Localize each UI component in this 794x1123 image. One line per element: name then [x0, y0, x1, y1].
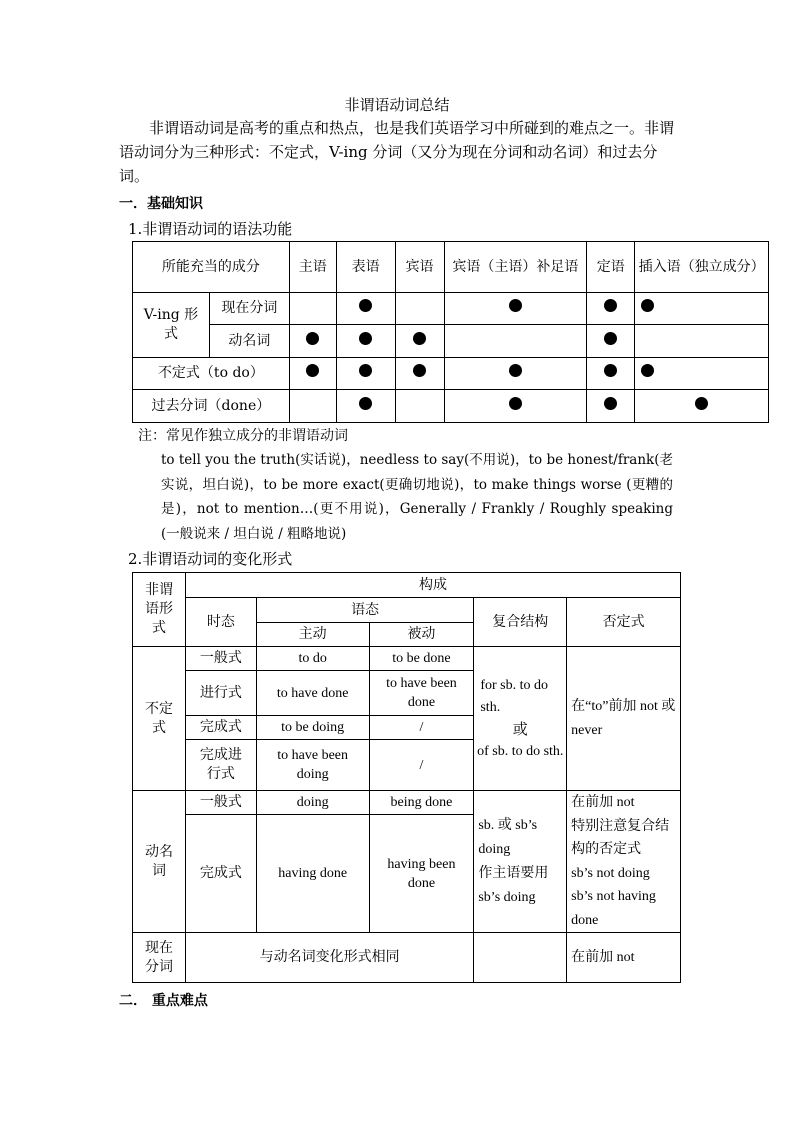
filled-circle-icon: [359, 332, 372, 345]
t1-cell: [635, 358, 769, 390]
t2-present-participle-label: 现在分词: [133, 933, 186, 983]
t1-cell: [587, 293, 635, 325]
t2-active: to have done: [256, 671, 369, 716]
filled-circle-icon: [641, 299, 654, 312]
t2-header-compound: 复合结构: [474, 598, 567, 647]
filled-circle-icon: [413, 332, 426, 345]
t1-header-parenthesis: 插入语（独立成分）: [635, 242, 769, 293]
section-1-heading: 一．基础知识: [119, 196, 203, 212]
t2-tense: 完成进行式: [185, 740, 256, 791]
t2-ger-negative-line: sb’s not having done: [571, 889, 656, 928]
filled-circle-icon: [604, 364, 617, 377]
t2-passive: being done: [369, 791, 474, 815]
t1-cell: [587, 358, 635, 390]
t1-cell: [395, 325, 444, 358]
t1-header-attribute: 定语: [587, 242, 635, 293]
t1-cell: [336, 293, 395, 325]
t2-ger-compound-line: sb’s doing: [478, 889, 536, 905]
t1-cell: [289, 358, 336, 390]
filled-circle-icon: [604, 299, 617, 312]
t2-header-voice: 语态: [256, 598, 474, 623]
t1-header-subject: 主语: [289, 242, 336, 293]
grammar-function-table: [132, 241, 769, 423]
t1-cell: [587, 390, 635, 423]
t2-pp-compound: [474, 933, 567, 983]
t2-active: having done: [256, 815, 369, 933]
filled-circle-icon: [306, 332, 319, 345]
t2-pp-negative: 在前加 not: [567, 933, 681, 983]
t2-active: doing: [256, 791, 369, 815]
filled-circle-icon: [359, 364, 372, 377]
t2-passive: /: [369, 740, 474, 791]
note-body: to tell you the truth(实话说)，needless to say(不用说)，to be honest/frank(老实说，坦白说)，to be more exact(更确切地说)，to make things worse (更糟的是)，not to mention…(更不用说)，Generally / Frankly / Roughly speaking (一般说来 / 坦白说 / 粗略地说): [161, 452, 673, 542]
forms-table: [132, 572, 681, 983]
t1-cell: [444, 358, 587, 390]
filled-circle-icon: [604, 397, 617, 410]
filled-circle-icon: [306, 364, 319, 377]
t2-header-tense: 时态: [185, 598, 256, 647]
section-2-heading: 二． 重点难点: [119, 993, 208, 1009]
t1-cell: [635, 293, 769, 325]
filled-circle-icon: [359, 299, 372, 312]
t2-gerund-label: 动名词: [133, 791, 186, 933]
t2-infinitive-label: 不定式: [133, 647, 186, 791]
t2-pp-text: 与动名词变化形式相同: [185, 933, 473, 983]
t2-tense: 一般式: [185, 647, 256, 671]
t1-row-gerund: [133, 325, 769, 358]
t2-tense: 完成式: [185, 716, 256, 740]
t1-header-role: 所能充当的成分: [133, 242, 290, 293]
t2-header-negative: 否定式: [567, 598, 681, 647]
t1-cell: [336, 390, 395, 423]
t1-row-label: 现在分词: [209, 293, 289, 325]
filled-circle-icon: [509, 397, 522, 410]
intro-paragraph: 非谓语动词是高考的重点和热点，也是我们英语学习中所碰到的难点之一。非谓语动词分为三种形式：不定式，V-ing 分词（又分为现在分词和动名词）和过去分词。: [119, 119, 675, 185]
t2-passive: to have been done: [369, 671, 474, 716]
t2-inf-negative: 在“to”前加 not 或 never: [567, 647, 681, 791]
t1-cell: [395, 390, 444, 423]
t2-header-active: 主动: [256, 623, 369, 647]
t2-ger-compound: [474, 791, 567, 933]
t1-header-complement: 宾语（主语）补足语: [444, 242, 587, 293]
t2-active: to be doing: [256, 716, 369, 740]
t1-cell: [635, 325, 769, 358]
t2-ger-compound-line: sb. 或 sb’s doing: [478, 817, 538, 857]
filled-circle-icon: [641, 364, 654, 377]
t1-row-present-participle: [133, 293, 769, 325]
t1-row-label: 不定式（to do）: [133, 358, 290, 390]
subsection-2-heading: 2.非谓语动词的变化形式: [128, 550, 293, 568]
filled-circle-icon: [604, 332, 617, 345]
t1-header-object: 宾语: [395, 242, 444, 293]
t2-tense: 进行式: [185, 671, 256, 716]
filled-circle-icon: [413, 364, 426, 377]
t1-cell: [444, 390, 587, 423]
t2-tense: 一般式: [185, 791, 256, 815]
t2-passive: having been done: [369, 815, 474, 933]
note-title: 注：常见作独立成分的非谓语动词: [138, 428, 348, 444]
filled-circle-icon: [695, 397, 708, 410]
page-title: 非谓语动词总结: [344, 96, 450, 114]
t2-header-structure: 构成: [185, 573, 680, 598]
t1-row-infinitive: [133, 358, 769, 390]
t1-cell: [336, 358, 395, 390]
filled-circle-icon: [509, 364, 522, 377]
t1-cell: [444, 325, 587, 358]
t1-cell: [289, 390, 336, 423]
t2-active: to do: [256, 647, 369, 671]
t2-passive: to be done: [369, 647, 474, 671]
subsection-1-heading: 1.非谓语动词的语法功能: [128, 220, 293, 238]
t2-ger-negative: [567, 791, 681, 933]
t1-cell: [289, 325, 336, 358]
t1-cell: [635, 390, 769, 423]
t2-passive: /: [369, 716, 474, 740]
t1-cell: [395, 293, 444, 325]
t2-ger-negative-line: 在前加 not: [571, 795, 635, 810]
t1-header-predicative: 表语: [336, 242, 395, 293]
t1-cell: [395, 358, 444, 390]
t2-ger-negative-line: 特别注意复合结构的否定式: [571, 818, 670, 857]
t1-row-past-participle: [133, 390, 769, 423]
t1-cell: [289, 293, 336, 325]
t1-row-label: 过去分词（done）: [133, 390, 290, 423]
t2-ger-compound-line: 作主语要用: [478, 865, 549, 881]
t1-ving-label: V-ing 形式: [133, 293, 210, 358]
t2-tense: 完成式: [185, 815, 256, 933]
t2-header-passive: 被动: [369, 623, 474, 647]
t2-header-form: 非谓语形式: [133, 573, 186, 647]
filled-circle-icon: [359, 397, 372, 410]
t2-active: to have been doing: [256, 740, 369, 791]
t1-cell: [587, 325, 635, 358]
t2-inf-compound-line: of sb. to do sth.: [477, 743, 564, 759]
t1-cell: [336, 325, 395, 358]
t1-row-label: 动名词: [209, 325, 289, 358]
t1-cell: [444, 293, 587, 325]
t2-inf-compound: [474, 647, 567, 791]
t2-inf-compound-or: 或: [512, 721, 528, 738]
filled-circle-icon: [509, 299, 522, 312]
t2-ger-negative-line: sb’s not doing: [571, 865, 650, 881]
t2-inf-compound-line: for sb. to do sth.: [480, 677, 549, 715]
